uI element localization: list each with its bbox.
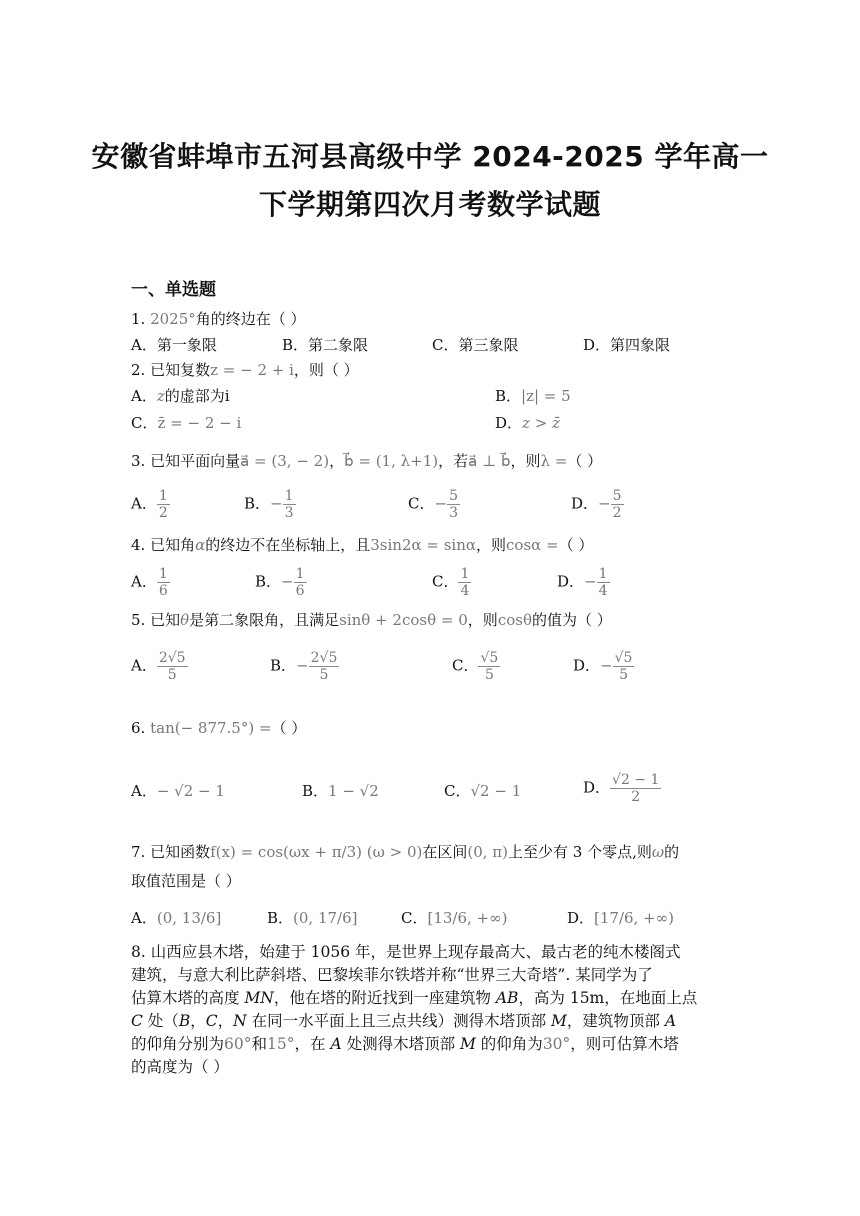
q8-line-3 <box>131 987 731 1010</box>
section-heading: 一、单选题 <box>131 280 216 300</box>
q6-a-math: − √2 − 1 <box>156 782 225 800</box>
q5-c-den: 5 <box>478 666 500 683</box>
q3-lambda: λ = <box>540 452 568 470</box>
q4-c-den: 4 <box>460 583 470 599</box>
question-7-stem <box>131 842 679 862</box>
q3-c-num: 5 <box>449 488 458 504</box>
question-4-stem <box>131 535 593 555</box>
q4-a-label: A． <box>131 572 157 591</box>
q3-d-fraction <box>611 488 624 521</box>
q5-option-b <box>270 650 339 683</box>
q6-b-label: B． <box>302 782 329 800</box>
q3-c-fraction <box>447 488 460 521</box>
question-7-line-2: 取值范围是（ ） <box>131 872 241 890</box>
q3-d-label: D． <box>571 494 599 513</box>
q8-l5k: ，则可估算木塔 <box>570 1035 679 1053</box>
q5-c-label: C． <box>452 656 479 675</box>
q7-text: 7. 已知函数 <box>131 843 211 861</box>
q7-interval: (0, π) <box>467 843 509 861</box>
q4-text-mid: 的终边不在坐标轴上，且 <box>205 536 371 554</box>
q3-option-d <box>571 488 624 521</box>
q5-d-num: √5 <box>614 650 633 666</box>
q7-d-math: [17/6, +∞) <box>594 909 675 927</box>
q2-a-text: 的虚部为i <box>164 387 230 405</box>
q2-option-c <box>131 413 241 433</box>
q4-d-num: 1 <box>598 566 608 582</box>
q3-text-2: ，则 <box>510 452 541 470</box>
q4-a-fraction <box>157 566 170 599</box>
q1-math: 2025° <box>150 310 196 328</box>
q2-c-math: z̄ = − 2 − i <box>157 414 242 432</box>
q6-option-a <box>131 781 225 801</box>
q7-text-2: 上至少有 3 个零点,则 <box>508 843 652 861</box>
q1-text: 角的终边在（ ） <box>195 310 306 328</box>
q4-cos: cosα = <box>506 536 559 554</box>
q3-sep: ， <box>329 452 345 470</box>
q5-a-fraction <box>157 650 188 683</box>
q8-l5i: 的仰角为 <box>475 1035 543 1053</box>
q2-b-label: B． <box>495 387 522 405</box>
q8-c2: C <box>205 1012 218 1030</box>
q6-text: （ ） <box>271 719 307 737</box>
q2-b-math: |z| = 5 <box>521 387 571 405</box>
q3-c-den: 3 <box>449 505 458 521</box>
q5-text-1: ，则 <box>467 611 498 629</box>
q5-c-fraction <box>478 650 500 683</box>
q4-d-fraction <box>597 566 610 599</box>
q5-c-num: √5 <box>480 650 499 666</box>
q3-d-den: 2 <box>612 505 622 521</box>
q4-b-label: B． <box>255 572 282 591</box>
q4-c-label: C． <box>432 572 459 591</box>
q5-b-fraction <box>309 650 340 683</box>
q5-d-sign: − <box>600 656 613 675</box>
q5-b-num: 2√5 <box>310 650 338 666</box>
q5-b-den: 5 <box>309 666 340 683</box>
q4-option-a <box>131 566 170 599</box>
q8-mn: MN <box>244 989 274 1007</box>
q7-text-3: 的 <box>664 843 680 861</box>
q8-l4j: ，建筑物顶部 <box>566 1012 665 1030</box>
q6-b-math: 1 − √2 <box>328 782 379 800</box>
q8-line-1: 8. 山西应县木塔，始建于 1056 年，是世界上现存最高大、最古老的纯木楼阁式 <box>131 943 681 961</box>
q7-option-a <box>131 908 221 928</box>
q7-option-c <box>401 908 507 928</box>
q5-text-mid: 是第二象限角，且满足 <box>189 611 340 629</box>
q1-option-b: B．第二象限 <box>282 336 369 354</box>
q5-option-d <box>573 650 634 683</box>
q5-text: 5. 已知 <box>131 611 181 629</box>
q4-b-den: 6 <box>295 583 305 599</box>
q8-l5e: ，在 <box>294 1035 331 1053</box>
q4-d-label: D． <box>557 572 585 591</box>
q7-omega: ω <box>651 843 665 861</box>
q1-option-d: D．第四象限 <box>583 336 671 354</box>
q4-option-d <box>557 566 610 599</box>
q8-m2: M <box>460 1035 476 1053</box>
q5-cos: cosθ <box>497 611 532 629</box>
q6-a-label: A． <box>131 782 157 800</box>
q5-b-label: B． <box>270 656 297 675</box>
q8-c: C <box>131 1012 143 1030</box>
q4-option-b <box>255 566 307 599</box>
question-5-stem <box>131 610 612 630</box>
q8-l4f: ， <box>217 1012 234 1030</box>
q7-a-math: (0, 13/6] <box>156 909 222 927</box>
q5-a-den: 5 <box>157 666 188 683</box>
q8-ab: AB <box>495 989 519 1007</box>
q2-d-label: D． <box>495 414 523 432</box>
q5-math: sinθ + 2cosθ = 0 <box>339 611 468 629</box>
q2-option-d <box>495 413 560 433</box>
q3-b-label: B． <box>244 494 271 513</box>
q4-d-den: 4 <box>598 583 608 599</box>
question-8-text <box>131 941 731 1079</box>
q8-l3c: ，他在塔的附近找到一座建筑物 <box>273 989 496 1007</box>
q8-l3a: 估算木塔的高度 <box>131 989 245 1007</box>
question-1-stem <box>131 309 306 329</box>
q2-c-label: C． <box>131 414 158 432</box>
q3-a-num: 1 <box>158 488 168 504</box>
q1-option-c: C．第三象限 <box>432 336 519 354</box>
q2-a-math: z <box>156 387 165 405</box>
q6-option-c <box>444 781 521 801</box>
q3-a-den: 2 <box>158 505 168 521</box>
q8-a2: A <box>330 1035 342 1053</box>
q5-option-c <box>452 650 500 683</box>
q6-math: tan(− 877.5°) = <box>150 719 272 737</box>
q3-perp: a⃗ ⊥ b⃗ <box>468 452 511 470</box>
q5-a-label: A． <box>131 656 157 675</box>
q3-c-label: C． <box>408 494 435 513</box>
q3-b-den: 3 <box>284 505 294 521</box>
q6-c-math: √2 − 1 <box>470 782 522 800</box>
q4-text-1: ，则 <box>476 536 507 554</box>
q3-text: 3. 已知平面向量 <box>131 452 241 470</box>
q6-option-b <box>302 781 379 801</box>
q7-option-d <box>567 908 674 928</box>
q8-line-6: 的高度为（ ） <box>131 1058 229 1076</box>
q7-math: f(x) = cos(ωx + π/3) (ω > 0) <box>210 843 423 861</box>
q8-angle-15: 15° <box>267 1035 295 1053</box>
q7-text-1: 在区间 <box>422 843 468 861</box>
q4-a-den: 6 <box>158 583 168 599</box>
q4-b-sign: − <box>281 572 294 591</box>
q6-d-fraction <box>610 772 661 805</box>
q3-text-3: （ ） <box>567 452 603 470</box>
q6-number: 6. <box>131 719 151 737</box>
q7-c-math: [13/6, +∞) <box>427 909 508 927</box>
q5-a-num: 2√5 <box>158 650 186 666</box>
q4-b-fraction <box>294 566 307 599</box>
q2-option-b <box>495 386 571 406</box>
q5-option-a <box>131 650 188 683</box>
q8-l5c: 和 <box>251 1035 268 1053</box>
q3-option-b <box>244 488 296 521</box>
q8-l4h: 在同一水平面上且三点共线）测得木塔顶部 <box>246 1012 552 1030</box>
q6-d-num: √2 − 1 <box>612 772 660 788</box>
q3-vector-b: b⃗ = (1, λ+1) <box>344 452 439 470</box>
q3-a-label: A． <box>131 494 157 513</box>
q1-number: 1. <box>131 310 151 328</box>
q5-d-den: 5 <box>613 666 635 683</box>
q3-a-fraction <box>157 488 170 521</box>
q4-text-2: （ ） <box>558 536 594 554</box>
q8-n: N <box>233 1012 247 1030</box>
q4-text: 4. 已知角 <box>131 536 196 554</box>
q5-theta: θ <box>180 611 190 629</box>
q5-d-fraction <box>613 650 635 683</box>
q3-d-sign: − <box>598 494 611 513</box>
q3-text-1: ，若 <box>438 452 469 470</box>
q6-option-d <box>583 772 661 805</box>
q2-a-label: A． <box>131 387 157 405</box>
q3-c-sign: − <box>434 494 448 513</box>
q3-option-c <box>408 488 460 521</box>
q8-line-4 <box>131 1010 731 1033</box>
q7-a-label: A． <box>131 909 157 927</box>
q2-d-math: z > z̄ <box>522 414 560 432</box>
q8-l5a: 的仰角分别为 <box>131 1035 225 1053</box>
q8-a: A <box>664 1012 677 1030</box>
q4-c-num: 1 <box>460 566 470 582</box>
q6-d-den: 2 <box>610 788 661 805</box>
q6-d-label: D． <box>583 778 611 797</box>
title-line-2: 下学期第四次月考数学试题 <box>258 188 601 221</box>
question-3-stem <box>131 451 602 471</box>
q4-a-num: 1 <box>158 566 168 582</box>
q7-b-math: (0, 17/6] <box>293 909 358 927</box>
q8-angle-30: 30° <box>542 1035 571 1053</box>
q3-b-num: 1 <box>284 488 294 504</box>
title-line-1: 安徽省蚌埠市五河县高级中学 2024-2025 学年高一 <box>91 140 769 173</box>
q5-text-2: 的值为（ ） <box>531 611 612 629</box>
q8-l4d: ， <box>190 1012 206 1030</box>
q4-math: 3sin2α = sinα <box>370 536 477 554</box>
q7-option-b <box>267 908 358 928</box>
q6-c-label: C． <box>444 782 471 800</box>
q8-m: M <box>551 1012 567 1030</box>
q4-option-c <box>432 566 471 599</box>
q8-line-5 <box>131 1033 731 1056</box>
q8-l3e: ，高为 15m，在地面上点 <box>518 989 698 1007</box>
q7-c-label: C． <box>401 909 428 927</box>
q5-d-label: D． <box>573 656 601 675</box>
q2-text-rest: ，则（ ） <box>293 361 359 379</box>
q2-option-a <box>131 386 230 406</box>
q8-l4b: 处（ <box>142 1012 179 1030</box>
q2-text: 2. 已知复数 <box>131 361 211 379</box>
q4-b-num: 1 <box>295 566 305 582</box>
q8-angle-60: 60° <box>224 1035 252 1053</box>
q8-b: B <box>178 1012 191 1030</box>
q4-alpha: α <box>195 536 206 554</box>
q7-b-label: B． <box>267 909 294 927</box>
q3-vector-a: a⃗ = (3, − 2) <box>240 452 330 470</box>
question-2-stem <box>131 360 359 380</box>
q7-d-label: D． <box>567 909 595 927</box>
q8-line-2: 建筑，与意大利比萨斜塔、巴黎埃菲尔铁塔并称“世界三大奇塔”. 某同学为了 <box>131 966 653 984</box>
q2-math: z = − 2 + i <box>210 361 294 379</box>
q3-b-sign: − <box>270 494 283 513</box>
q5-b-sign: − <box>296 656 309 675</box>
q3-option-a <box>131 488 170 521</box>
q4-c-fraction <box>458 566 471 599</box>
q3-b-fraction <box>283 488 296 521</box>
q4-d-sign: − <box>584 572 597 591</box>
q1-option-a: A．第一象限 <box>131 336 217 354</box>
q8-l5g: 处测得木塔顶部 <box>341 1035 460 1053</box>
question-6-stem <box>131 718 306 738</box>
q3-d-num: 5 <box>612 488 622 504</box>
